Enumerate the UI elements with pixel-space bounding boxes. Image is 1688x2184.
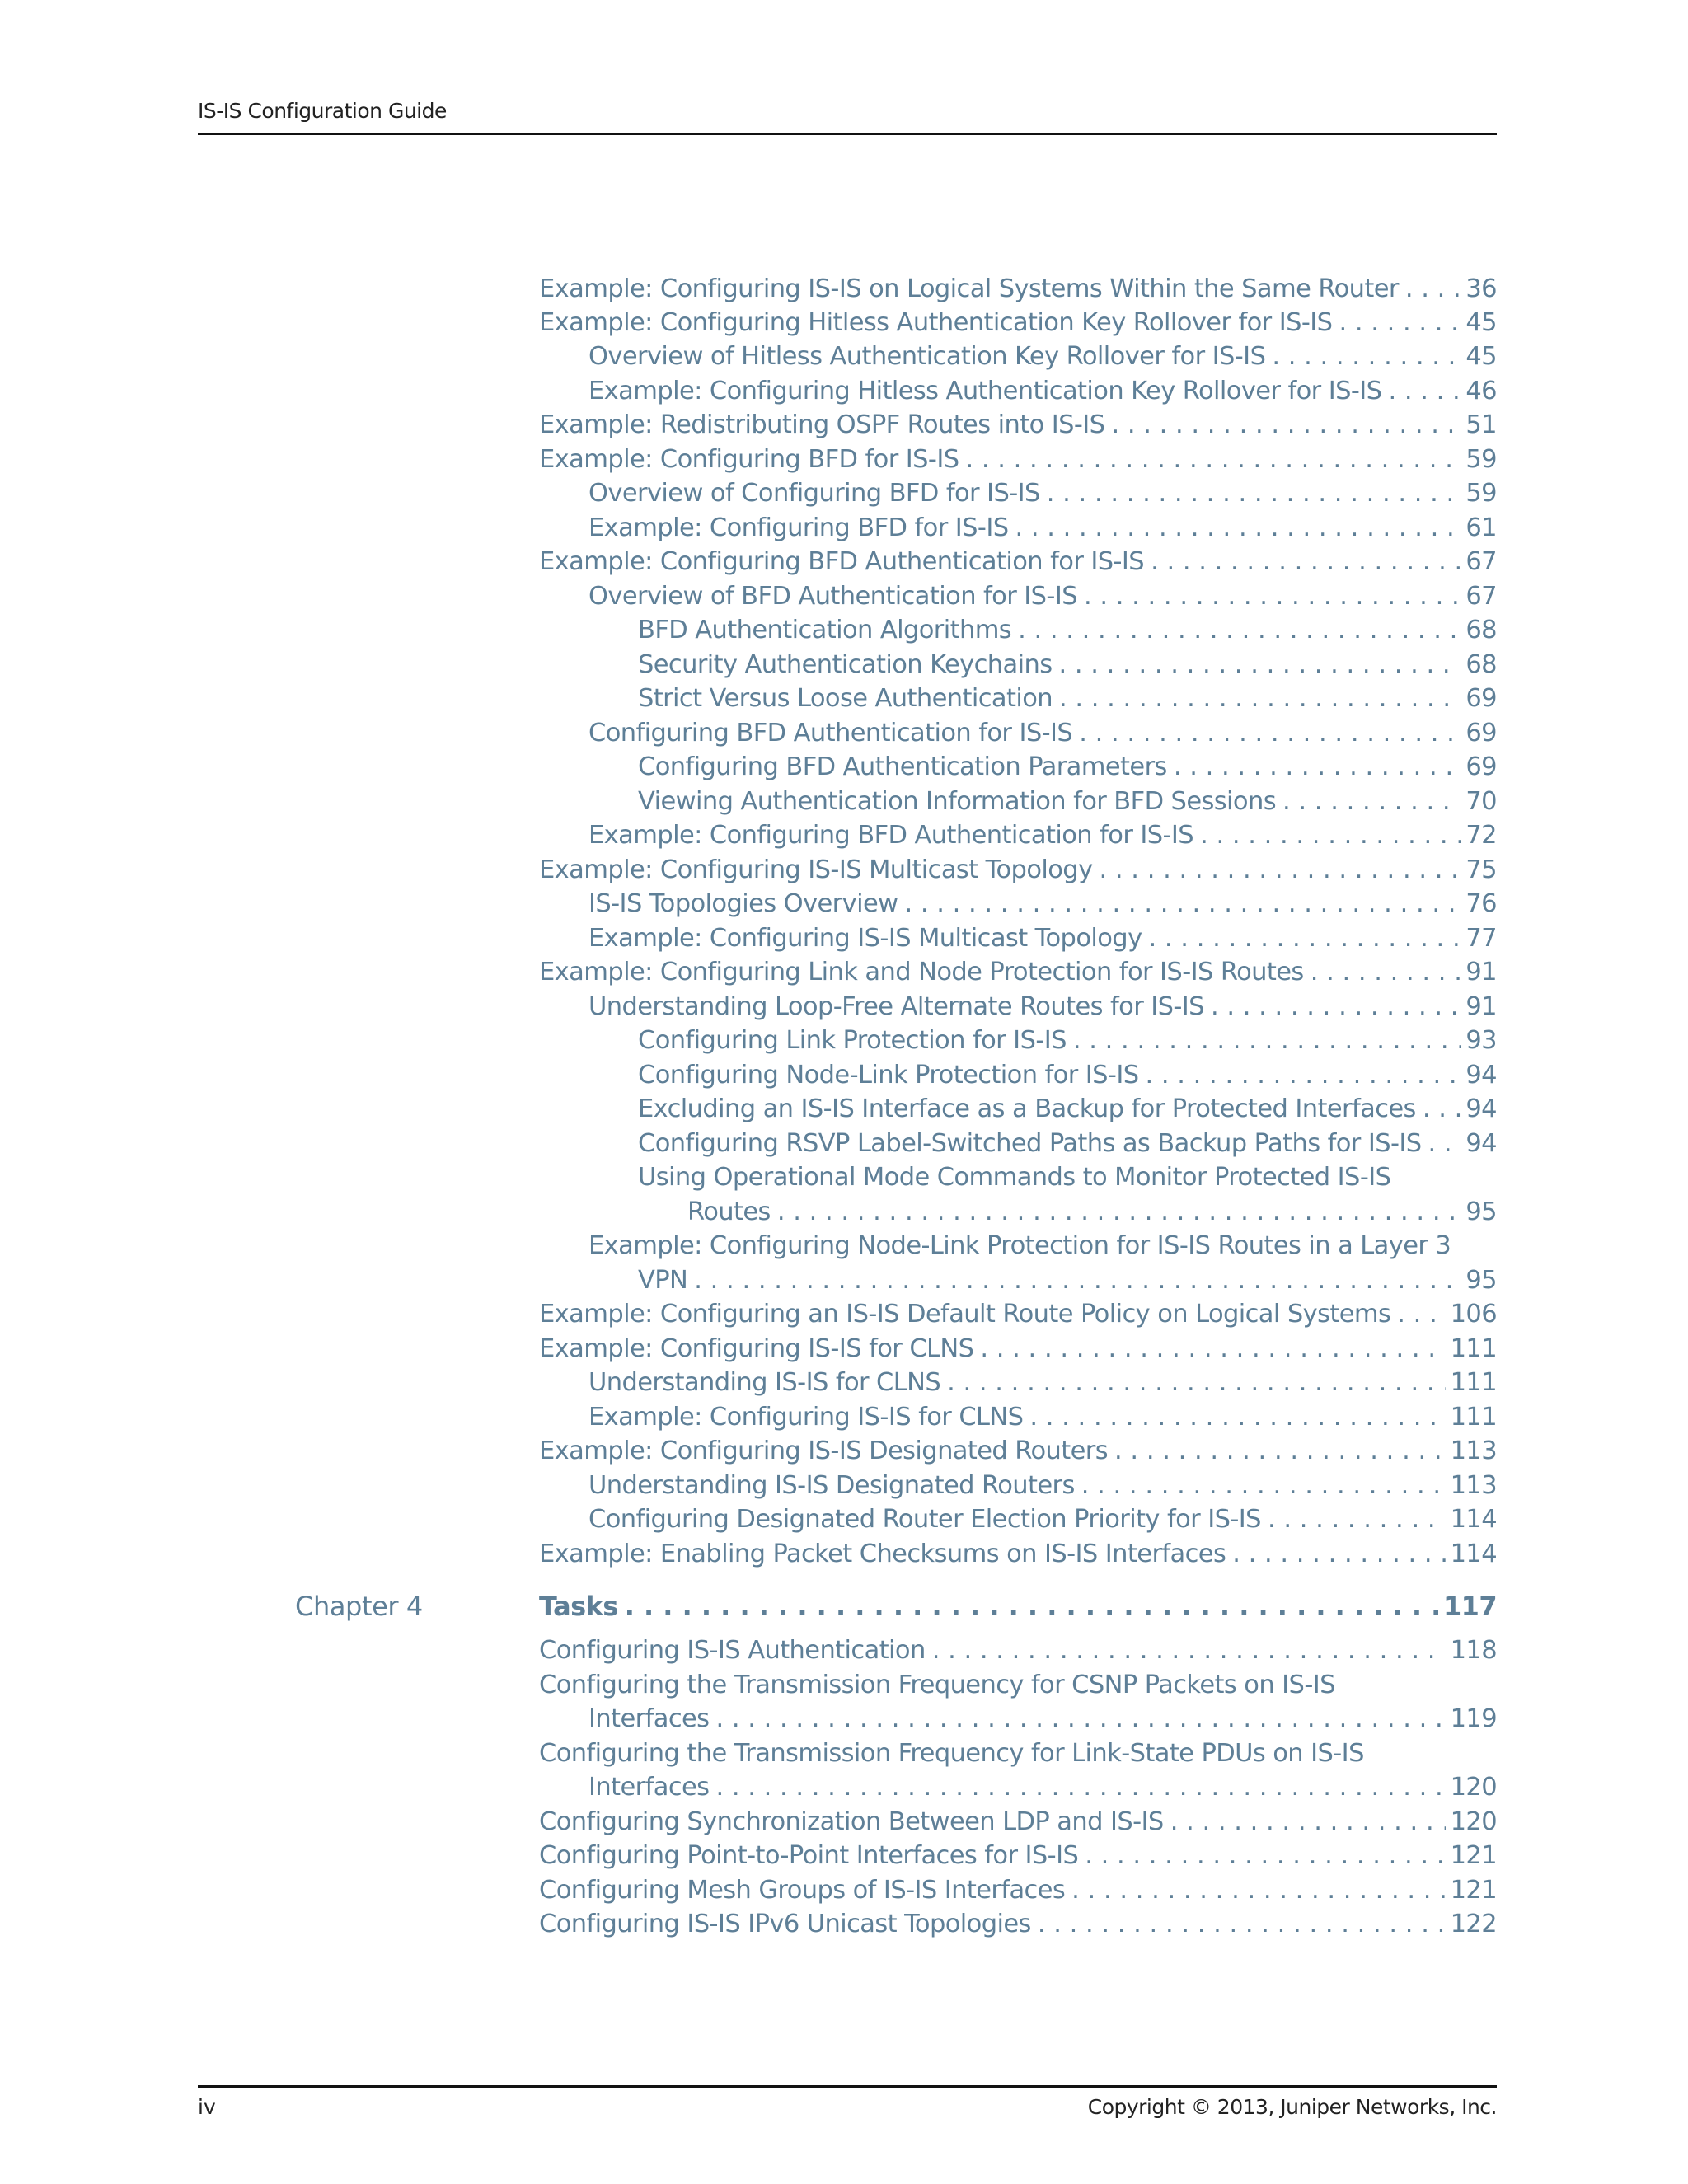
toc-entry[interactable] [539,443,1497,476]
toc-entry[interactable] [539,1908,1497,1941]
dot-leader [694,1264,1461,1297]
toc-entry[interactable] [588,375,1497,408]
toc-entry[interactable] [638,614,1497,647]
toc-page-number: 118 [1450,1636,1497,1665]
toc-entry-title: Understanding IS-IS Designated Routers [588,1471,1075,1500]
toc-page-number: 68 [1465,616,1497,644]
dot-leader [1084,580,1461,613]
toc-page-number: 75 [1465,855,1497,884]
toc-page-number: 45 [1465,342,1497,371]
toc-entry[interactable] [638,1059,1497,1092]
toc-entry-title: Understanding Loop-Free Alternate Routes for IS-IS [588,992,1204,1021]
toc-entry-title: Overview of Hitless Authentication Key Rollover for IS-IS [588,342,1266,371]
dot-leader [1085,1840,1445,1872]
toc-page-number: 95 [1465,1266,1497,1295]
toc-page-number: 121 [1450,1841,1497,1870]
dot-leader [947,1366,1445,1399]
toc-entry[interactable] [539,1333,1497,1366]
toc-entry-title: Configuring Designated Router Election Priority for IS-IS [588,1505,1261,1534]
toc-entry-title: Example: Configuring Hitless Authentication Key Rollover for IS-IS [539,308,1333,337]
toc-page-number: 93 [1465,1026,1497,1055]
dot-leader [1047,477,1461,510]
toc-entry-title-continued: Interfaces [588,1704,710,1733]
toc-page-number: 77 [1465,924,1497,953]
toc-entry[interactable] [539,854,1497,887]
dot-leader [1272,340,1461,373]
chapter-entry[interactable] [539,1589,1497,1624]
toc-entry[interactable] [539,1840,1497,1872]
toc-entry[interactable] [588,340,1497,373]
toc-entry-title: IS-IS Topologies Overview [588,889,898,918]
toc-entry-title: Configuring IS-IS IPv6 Unicast Topologies [539,1910,1031,1938]
toc-entry[interactable] [588,580,1497,613]
toc-entry-title: Example: Configuring an IS-IS Default Route Policy on Logical Systems [539,1300,1391,1329]
dot-leader [1211,991,1461,1024]
toc-entry-title: Example: Redistributing OSPF Routes into IS-IS [539,410,1105,439]
toc-entry-title: Configuring Link Protection for IS-IS [638,1026,1067,1055]
toc-entry[interactable] [539,1538,1497,1571]
toc-page-number: 59 [1465,479,1497,508]
toc-page-number: 111 [1450,1334,1497,1363]
toc-page-number: 114 [1450,1505,1497,1534]
toc-page-number: 94 [1465,1094,1497,1123]
toc-entry-title: Excluding an IS-IS Interface as a Backup for Protected Interfaces [638,1094,1416,1123]
toc-page-number: 72 [1465,821,1497,850]
toc-entry[interactable] [588,477,1497,510]
dot-leader [1174,751,1461,784]
dot-leader [1146,1059,1461,1092]
toc-page-number: 76 [1465,889,1497,918]
toc-entry[interactable] [588,1703,1497,1736]
toc-entry[interactable] [638,1264,1497,1297]
toc-entry-title: Example: Configuring Link and Node Protection for IS-IS Routes [539,958,1304,987]
footer-rule [198,2085,1497,2088]
toc-entry-title: Example: Configuring BFD for IS-IS [539,445,959,474]
dot-leader [715,1771,1445,1804]
toc-entry-title: Example: Configuring IS-IS on Logical Systems Within the Same Router [539,274,1399,303]
toc-entry-title: Understanding IS-IS for CLNS [588,1368,941,1397]
dot-leader [904,888,1461,921]
dot-leader [1311,956,1461,989]
copyright-notice: Copyright © 2013, Juniper Networks, Inc. [1087,2095,1497,2119]
toc-page-number: 61 [1465,513,1497,542]
toc-page-number: 46 [1465,377,1497,405]
chapter-title: Tasks [539,1591,618,1622]
toc-entry[interactable] [638,1093,1497,1126]
toc-page-number: 113 [1450,1471,1497,1500]
dot-leader [1018,614,1461,647]
toc-page-number: 120 [1450,1807,1497,1836]
dot-leader [1059,649,1461,682]
toc-entry[interactable] [638,751,1497,784]
toc-entry[interactable] [588,512,1497,545]
toc-page-number: 120 [1450,1773,1497,1802]
toc-entry-title: Configuring Mesh Groups of IS-IS Interfaces [539,1876,1066,1905]
toc-entry[interactable] [588,991,1497,1024]
toc-page-number: 70 [1465,787,1497,816]
toc-entry-title: Example: Configuring Hitless Authentication Key Rollover for IS-IS [588,377,1382,405]
toc-entry-title: Example: Configuring IS-IS Designated Routers [539,1436,1109,1465]
toc-page-number: 69 [1465,752,1497,781]
chapter-page-number: 117 [1443,1591,1497,1622]
toc-entry[interactable] [539,546,1497,579]
dot-leader [1079,717,1461,750]
toc-entry[interactable] [638,682,1497,715]
toc-page-number: 95 [1465,1197,1497,1226]
toc-entry[interactable] [539,273,1497,306]
toc-entry-title: Example: Configuring IS-IS for CLNS [539,1334,974,1363]
toc-entry[interactable] [539,1634,1497,1667]
dot-leader [980,1333,1445,1366]
toc-entry[interactable] [588,1469,1497,1502]
toc-entry[interactable] [588,1503,1497,1536]
dot-leader [1268,1503,1446,1536]
toc-entry[interactable] [588,888,1497,921]
toc-entry[interactable] [588,717,1497,750]
toc-page-number: 106 [1450,1300,1497,1329]
dot-leader [932,1634,1446,1667]
dot-leader [1151,546,1461,579]
dot-leader [1149,922,1461,955]
dot-leader [1282,785,1461,818]
running-header: IS-IS Configuration Guide [198,99,447,123]
toc-entry-title-continued: Routes [687,1197,771,1226]
dot-leader [1071,1874,1445,1907]
toc-page-number: 122 [1450,1910,1497,1938]
dot-leader [1397,1298,1445,1331]
dot-leader [1388,375,1461,408]
toc-page-number: 94 [1465,1129,1497,1158]
page-number: iv [198,2095,216,2119]
toc-entry-title: BFD Authentication Algorithms [638,616,1012,644]
toc-entry-title: Configuring BFD Authentication for IS-IS [588,719,1073,748]
toc-entry-title: Example: Configuring IS-IS Multicast Topology [539,855,1093,884]
dot-leader [1100,854,1461,887]
toc-page-number: 91 [1465,958,1497,987]
toc-page-number: 69 [1465,719,1497,748]
toc-entry-title: Configuring Node-Link Protection for IS-IS [638,1061,1139,1090]
dot-leader [1170,1806,1446,1839]
toc-entry-title-continued: VPN [638,1266,688,1295]
chapter-label: Chapter 4 [295,1591,423,1622]
toc-entry[interactable] [638,1127,1497,1160]
toc-entry-title: Example: Configuring BFD Authentication for IS-IS [539,547,1145,576]
toc-entry[interactable] [539,1435,1497,1468]
toc-entry[interactable] [539,409,1497,442]
dot-leader [1059,682,1461,715]
toc-entry[interactable] [638,1024,1497,1057]
toc-entry-title: Example: Configuring BFD for IS-IS [588,513,1009,542]
toc-entry-title: Configuring Synchronization Between LDP and IS-IS [539,1807,1164,1836]
dot-leader [1029,1401,1445,1434]
toc-entry-title: Example: Configuring IS-IS for CLNS [588,1403,1024,1432]
dot-leader [1200,819,1461,852]
dot-leader [1232,1538,1445,1571]
dot-leader [1038,1908,1446,1941]
toc-entry[interactable] [588,922,1497,955]
toc-entry-title: Example: Enabling Packet Checksums on IS-IS Interfaces [539,1540,1226,1568]
dot-leader [715,1703,1445,1736]
toc-entry-title: Overview of Configuring BFD for IS-IS [588,479,1040,508]
toc-entry-title: Configuring Point-to-Point Interfaces for IS-IS [539,1841,1079,1870]
dot-leader [1111,409,1461,442]
toc-page-number: 114 [1450,1540,1497,1568]
toc-page-number: 119 [1450,1704,1497,1733]
toc-entry[interactable] [539,1874,1497,1907]
toc-page-number: 67 [1465,582,1497,611]
toc-page-number: 111 [1450,1403,1497,1432]
toc-entry-title: Configuring RSVP Label-Switched Paths as Backup Paths for IS-IS [638,1129,1422,1158]
toc-entry[interactable] [588,1401,1497,1434]
dot-leader [1405,273,1461,306]
toc-entry-title: Viewing Authentication Information for BFD Sessions [638,787,1277,816]
toc-entry-title: Example: Configuring BFD Authentication for IS-IS [588,821,1194,850]
toc-entry[interactable] [588,819,1497,852]
toc-entry-title: Configuring IS-IS Authentication [539,1636,926,1665]
dot-leader [625,1589,1438,1624]
toc-entry-title: Configuring BFD Authentication Parameters [638,752,1167,781]
toc-entry[interactable] [539,1806,1497,1839]
toc-page-number: 59 [1465,445,1497,474]
toc-entry-title: Strict Versus Loose Authentication [638,684,1053,713]
dot-leader [1114,1435,1446,1468]
toc-page-number: 68 [1465,650,1497,679]
toc-entry-title: Overview of BFD Authentication for IS-IS [588,582,1077,611]
toc-entry[interactable] [588,1771,1497,1804]
toc-page-number: 111 [1450,1368,1497,1397]
dot-leader [777,1196,1461,1229]
toc-entry-title[interactable]: Example: Configuring Node-Link Protection for IS-IS Routes in a Layer 3 [588,1231,1451,1260]
dot-leader [1081,1469,1446,1502]
dot-leader [1339,307,1461,340]
toc-page-number: 51 [1465,410,1497,439]
toc-entry[interactable] [687,1196,1497,1229]
dot-leader [1423,1093,1461,1126]
toc-page-number: 94 [1465,1061,1497,1090]
toc-entry[interactable] [638,785,1497,818]
toc-page-number: 69 [1465,684,1497,713]
dot-leader [1073,1024,1461,1057]
toc-page-number: 121 [1450,1876,1497,1905]
toc-entry-title: Example: Configuring IS-IS Multicast Topology [588,924,1142,953]
toc-page-number: 91 [1465,992,1497,1021]
toc-entry-title[interactable]: Configuring the Transmission Frequency for CSNP Packets on IS-IS [539,1671,1335,1699]
toc-entry-title[interactable]: Configuring the Transmission Frequency for Link-State PDUs on IS-IS [539,1739,1364,1768]
toc-entry[interactable] [638,649,1497,682]
toc-entry-title[interactable]: Using Operational Mode Commands to Monitor Protected IS-IS [638,1163,1391,1192]
toc-page-number: 36 [1465,274,1497,303]
toc-entry-title: Security Authentication Keychains [638,650,1053,679]
toc-page-number: 45 [1465,308,1497,337]
toc-entry-title-continued: Interfaces [588,1773,710,1802]
toc-page-number: 67 [1465,547,1497,576]
dot-leader [1015,512,1461,545]
toc-entry[interactable] [588,1366,1497,1399]
toc-entry[interactable] [539,307,1497,340]
toc-entry[interactable] [539,956,1497,989]
dot-leader [1428,1127,1461,1160]
toc-entry[interactable] [539,1298,1497,1331]
dot-leader [965,443,1461,476]
toc-page-number: 113 [1450,1436,1497,1465]
